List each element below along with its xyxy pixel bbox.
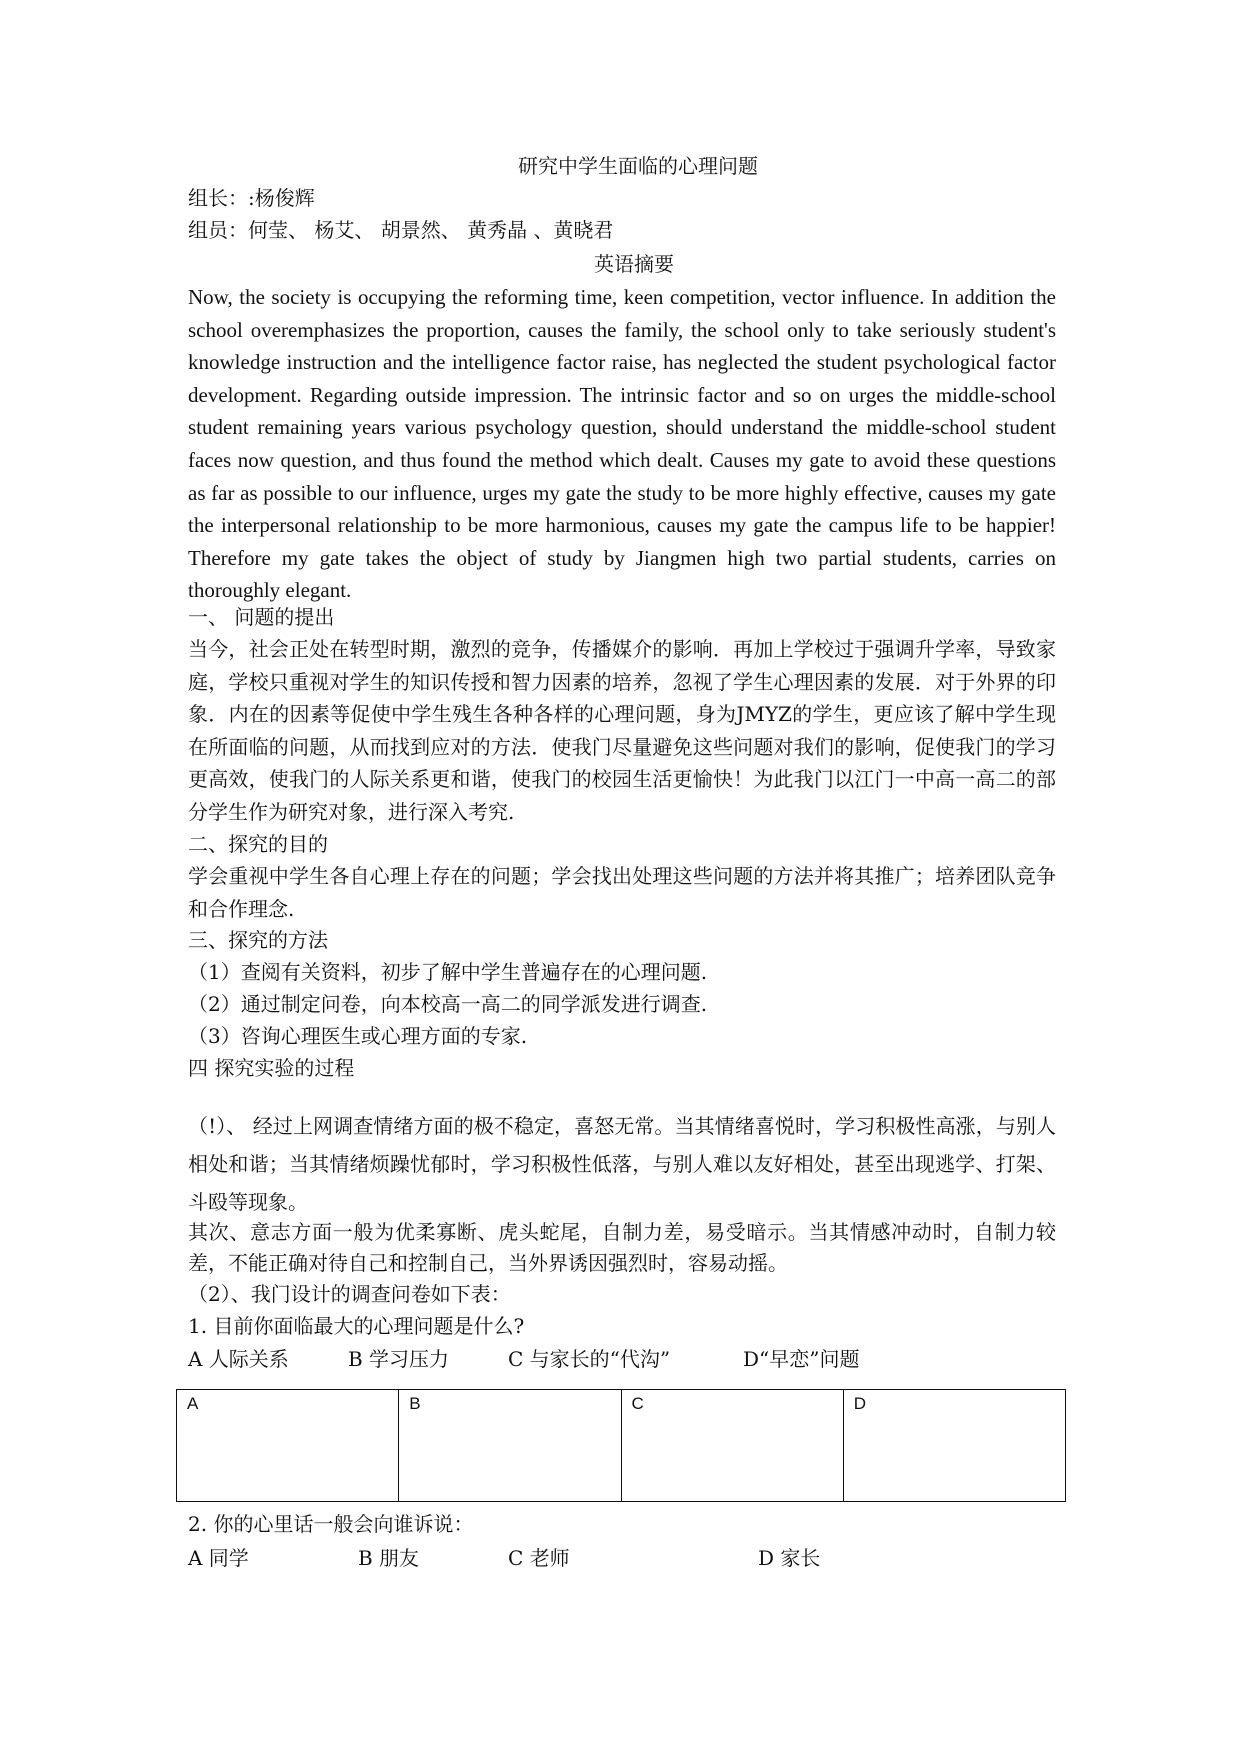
- question-1-option-b: B 学习压力: [348, 1347, 450, 1371]
- table-cell-c: C: [621, 1390, 843, 1502]
- question-1-option-d: D“早恋”问题: [743, 1347, 860, 1371]
- question-2-option-c: C 老师: [508, 1546, 570, 1570]
- section-2-heading: 二、探究的目的: [188, 832, 328, 856]
- question-1-answer-table: [176, 1389, 1066, 1502]
- section-1-heading: 一、 问题的提出: [188, 605, 335, 629]
- group-leader-line: 组长：:杨俊辉: [188, 186, 315, 210]
- table-cell-d: D: [843, 1390, 1065, 1502]
- method-item-2: （2）通过制定问卷，向本校高一高二的同学派发进行调查.: [188, 992, 708, 1016]
- method-item-3: （3）咨询心理医生或心理方面的专家.: [188, 1024, 528, 1048]
- question-2-option-a: A 同学: [188, 1546, 249, 1570]
- question-1-option-c: C 与家长的“代沟”: [508, 1347, 671, 1371]
- section-4-paragraph-1: （!）、 经过上网调查情绪方面的极不稳定，喜怒无常。当其情绪喜悦时，学习积极性高涨，与别人相处和谐；当其情绪烦躁忧郁时，学习积极性低落，与别人难以友好相处，甚至出现逃学、打架、斗殴等现象。: [188, 1114, 1056, 1214]
- question-2-option-d: D 家长: [758, 1546, 821, 1570]
- table-row: [177, 1390, 1066, 1502]
- document-title: 研究中学生面临的心理问题: [518, 154, 758, 178]
- table-cell-b: B: [399, 1390, 621, 1502]
- section-4-heading: 四 探究实验的过程: [188, 1056, 355, 1080]
- group-members-line: 组员：何莹、 杨艾、 胡景然、 黄秀晶 、黄晓君: [188, 218, 614, 242]
- survey-intro: （2）、我门设计的调查问卷如下表：: [188, 1282, 511, 1306]
- section-1-body: 当今，社会正处在转型时期，激烈的竞争，传播媒介的影响．再加上学校过于强调升学率，导致家庭，学校只重视对学生的知识传授和智力因素的培养，忽视了学生心理因素的发展．对于外界的印象．内在的因素等促使中学生残生各种各样的心理问题，身为JMYZ的学生，更应该了解中学生现在所面临的问题，从而找到应对的方法．使我门尽量避免这些问题对我们的影响，促使我门的学习更高效，使我门的人际关系更和谐，使我门的校园生活更愉快！为此我门以江门一中高一高二的部分学生作为研究对象，进行深入考究.: [188, 637, 1056, 824]
- section-4-paragraph-2: 其次、意志方面一般为优柔寡断、虎头蛇尾，自制力差，易受暗示。当其情感冲动时，自制力较差，不能正确对待自己和控制自己，当外界诱因强烈时，容易动摇。: [188, 1220, 1056, 1275]
- section-3-heading: 三、探究的方法: [188, 928, 328, 952]
- table-cell-a: A: [177, 1390, 399, 1502]
- section-2-body: 学会重视中学生各自心理上存在的问题；学会找出处理这些问题的方法并将其推广；培养团队竞争和合作理念.: [188, 864, 1056, 921]
- abstract-heading: 英语摘要: [594, 252, 674, 276]
- english-abstract: Now, the society is occupying the reforming time, keen competition, vector influence. In addition the school overemphasizes the proportion, causes the family, the school only to take seriously student's knowledge instruction and the intelligence factor raise, has neglected the student psychological factor development. Regarding outside impression. The intrinsic factor and so on urges the middle-school student remaining years various psychology question, should understand the middle-school student faces now question, and thus found the method which dealt. Causes my gate to avoid these questions as far as possible to our influence, urges my gate the study to be more highly effective, causes my gate the interpersonal relationship to be more harmonious, causes my gate the campus life to be happier! Therefore my gate takes the object of study by Jiangmen high two partial students, carries on thoroughly elegant.: [188, 285, 1056, 603]
- question-2-text: 2. 你的心里话一般会向谁诉说：: [188, 1512, 474, 1536]
- question-2-option-b: B 朋友: [358, 1546, 420, 1570]
- question-1-option-a: A 人际关系: [188, 1347, 289, 1371]
- question-1-text: 1. 目前你面临最大的心理问题是什么?: [188, 1314, 525, 1338]
- method-item-1: （1）查阅有关资料，初步了解中学生普遍存在的心理问题.: [188, 960, 708, 984]
